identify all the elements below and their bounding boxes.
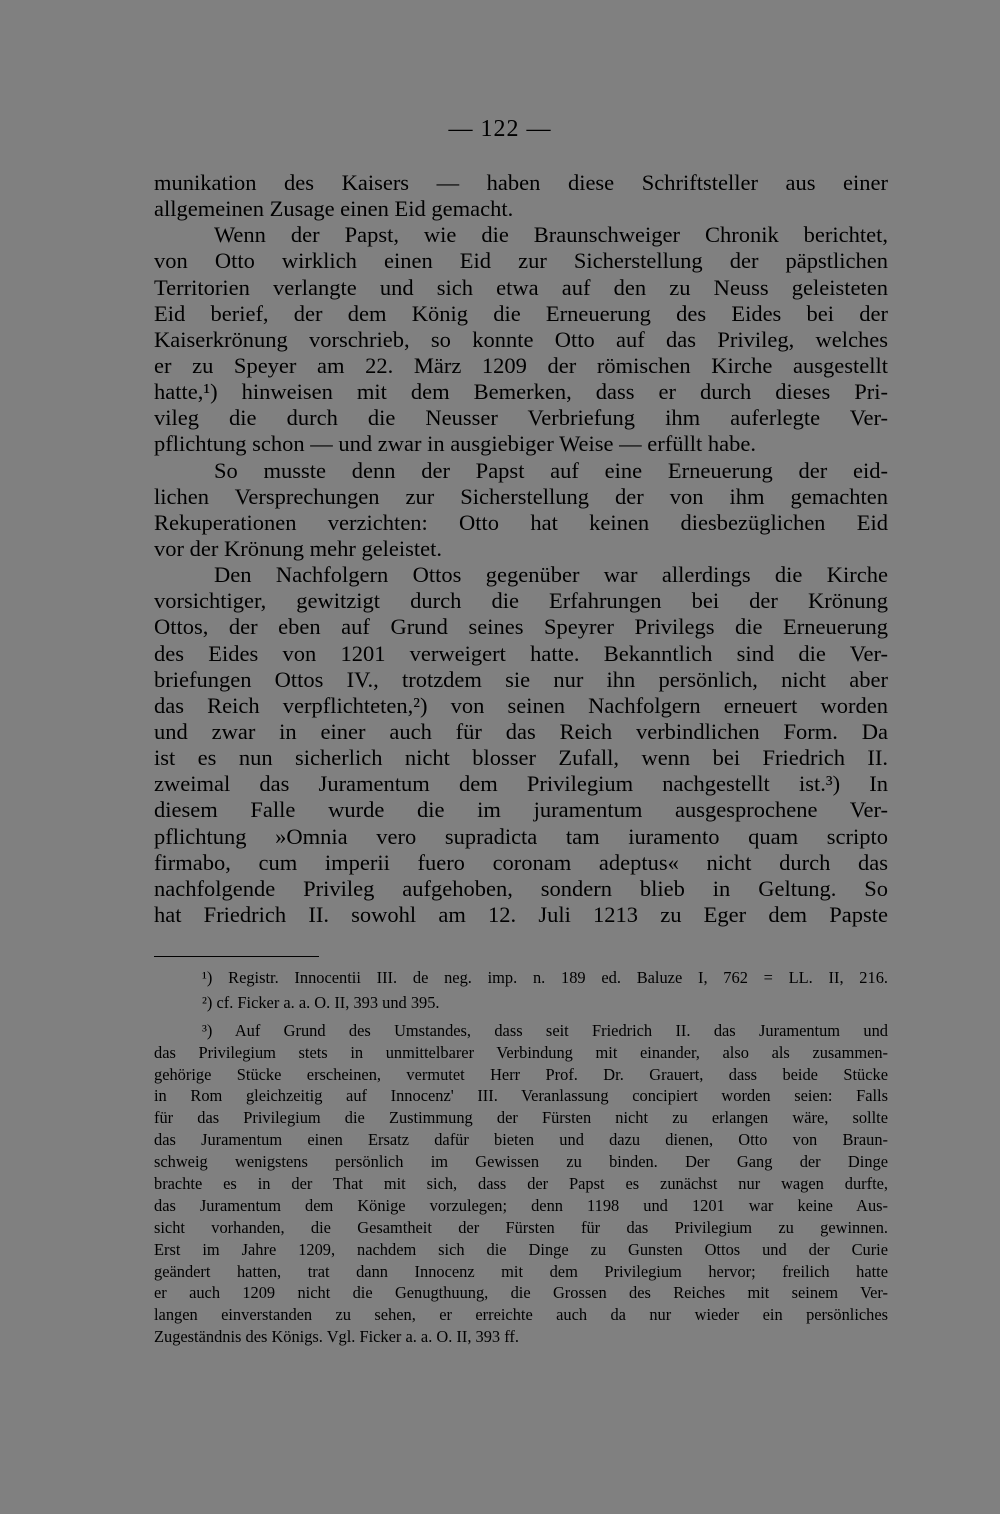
footnote-3-line: langen einverstanden zu sehen, er erreichte auch da nur wieder ein persönliches <box>154 1305 888 1325</box>
body-line: zweimal das Juramentum dem Privilegium nachgestellt ist.³) In <box>154 771 888 797</box>
footnote-2: ²) cf. Ficker a. a. O. II, 393 und 395. <box>202 992 440 1012</box>
body-line: Kaiserkrönung vorschrieb, so konnte Otto auf das Privileg, welches <box>154 326 888 352</box>
footnote-3-line: das Juramentum einen Ersatz dafür bieten und dazu dienen, Otto von Braun- <box>154 1130 888 1150</box>
body-line: allgemeinen Zusage einen Eid gemacht. <box>154 196 514 222</box>
body-line: nachfolgende Privileg aufgehoben, sondern blieb in Geltung. So <box>154 875 888 901</box>
body-line: pflichtung schon — und zwar in ausgiebiger Weise — erfüllt habe. <box>154 431 756 457</box>
body-line: Territorien verlangte und sich etwa auf den zu Neuss geleisteten <box>154 274 888 300</box>
body-line: pflichtung »Omnia vero supradicta tam iuramento quam scripto <box>154 823 888 849</box>
body-line: vileg die durch die Neusser Verbriefung ihm auferlegte Ver- <box>154 405 888 431</box>
body-line: hatte,¹) hinweisen mit dem Bemerken, dass er durch dieses Pri- <box>154 379 888 405</box>
page-number: — 122 — <box>448 116 552 142</box>
body-line: Den Nachfolgern Ottos gegenüber war allerdings die Kirche <box>214 562 888 588</box>
footnote-3-line: ³) Auf Grund des Umstandes, dass seit Friedrich II. das Juramentum und <box>202 1020 888 1040</box>
body-text <box>154 170 888 928</box>
body-line: vorsichtiger, gewitzigt durch die Erfahrungen bei der Krönung <box>154 588 888 614</box>
footnote-3-line: das Juramentum dem Könige vorzulegen; denn 1198 und 1201 war keine Aus- <box>154 1195 888 1215</box>
footnote-3-line: gehörige Stücke erscheinen, vermutet Herr Prof. Dr. Grauert, dass beide Stücke <box>154 1064 888 1084</box>
footnote-3-line: er auch 1209 nicht die Genugthuung, die Grossen des Reiches mit seinem Ver- <box>154 1283 888 1303</box>
body-line: Rekuperationen verzichten: Otto hat keinen diesbezüglichen Eid <box>154 509 888 535</box>
footnotes <box>154 967 888 1348</box>
body-line: und zwar in einer auch für das Reich verbindlichen Form. Da <box>154 718 888 744</box>
body-line: hat Friedrich II. sowohl am 12. Juli 1213 zu Eger dem Papste <box>154 901 888 927</box>
body-line: Wenn der Papst, wie die Braunschweiger Chronik berichtet, <box>214 222 888 248</box>
body-line: das Reich verpflichteten,²) von seinen Nachfolgern erneuert worden <box>154 692 888 718</box>
body-line: ist es nun sicherlich nicht blosser Zufall, wenn bei Friedrich II. <box>154 745 888 771</box>
footnote-3-line: schweig wenigstens persönlich im Gewissen zu binden. Der Gang der Dinge <box>154 1152 888 1172</box>
body-line: Ottos, der eben auf Grund seines Speyrer Privilegs die Erneuerung <box>154 614 888 640</box>
footnote-3-line: sicht vorhanden, die Gesamtheit der Fürsten für das Privilegium zu gewinnen. <box>154 1217 888 1237</box>
footnote-3-line: Erst im Jahre 1209, nachdem sich die Dinge zu Gunsten Ottos und der Curie <box>154 1239 888 1259</box>
body-line: Eid berief, der dem König die Erneuerung des Eides bei der <box>154 300 888 326</box>
footnote-3-line: geändert hatten, trat dann Innocenz mit dem Privilegium hervor; freilich hatte <box>154 1261 888 1281</box>
footnote-3-line: Zugeständnis des Königs. Vgl. Ficker a. a. O. II, 393 ff. <box>154 1327 519 1347</box>
footnote-3-line: das Privilegium stets in unmittelbarer Verbindung mit einander, also als zusammen- <box>154 1042 888 1062</box>
body-line: firmabo, cum imperii fuero coronam adeptus« nicht durch das <box>154 849 888 875</box>
footnote-3-line: in Rom gleichzeitig auf Innocenz' III. Veranlassung concipiert worden seien: Falls <box>154 1086 888 1106</box>
body-line: So musste denn der Papst auf eine Erneuerung der eid- <box>214 457 888 483</box>
body-line: briefungen Ottos IV., trotzdem sie nur ihn persönlich, nicht aber <box>154 666 888 692</box>
body-line: er zu Speyer am 22. März 1209 der römischen Kirche ausgestellt <box>154 352 888 378</box>
footnote-3-line: brachte es in der That mit sich, dass der Papst es zunächst nur wagen durfte, <box>154 1174 888 1194</box>
footnote-1: ¹) Registr. Innocentii III. de neg. imp. n. 189 ed. Baluze I, 762 = LL. II, 216. <box>202 968 888 987</box>
body-line: vor der Krönung mehr geleistet. <box>154 535 443 561</box>
body-line: des Eides von 1201 verweigert hatte. Bekanntlich sind die Ver- <box>154 640 888 666</box>
body-line: lichen Versprechungen zur Sicherstellung der von ihm gemachten <box>154 483 888 509</box>
body-line: von Otto wirklich einen Eid zur Sicherstellung der päpstlichen <box>154 248 888 274</box>
footnote-3-line: für das Privilegium die Zustimmung der Fürsten nicht zu erlangen wäre, sollte <box>154 1108 888 1128</box>
body-line: munikation des Kaisers — haben diese Schriftsteller aus einer <box>154 170 888 195</box>
footnote-divider <box>154 956 319 957</box>
body-line: diesem Falle wurde die im juramentum ausgesprochene Ver- <box>154 797 888 823</box>
